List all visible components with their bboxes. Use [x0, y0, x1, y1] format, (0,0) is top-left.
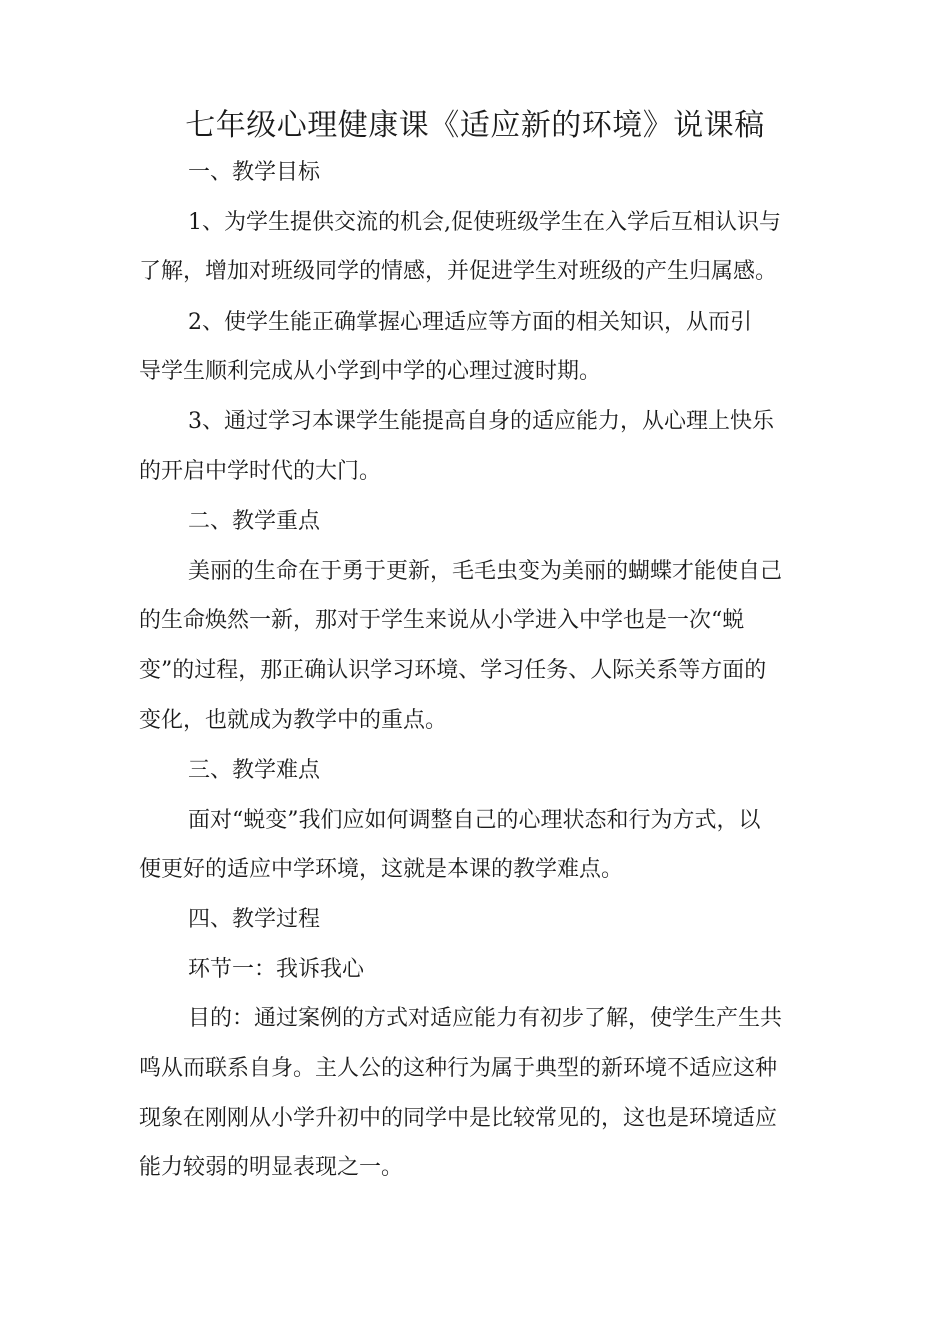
- paragraph-line: 变化，也就成为教学中的重点。: [139, 708, 448, 733]
- paragraph-line: 鸣从而联系自身。主人公的这种行为属于典型的新环境不适应这种: [139, 1056, 778, 1081]
- paragraph-line: 了解，增加对班级同学的情感，并促进学生对班级的产生归属感。: [139, 259, 778, 284]
- paragraph-line: 的开启中学时代的大门。: [139, 459, 382, 484]
- paragraph-line: 能力较弱的明显表现之一。: [139, 1155, 404, 1180]
- section-heading-process: 四、教学过程: [188, 907, 321, 932]
- paragraph-line: 的生命焕然一新，那对于学生来说从小学进入中学也是一次“蜕: [139, 608, 745, 633]
- subsection-heading: 环节一：我诉我心: [188, 957, 365, 982]
- paragraph-line: 便更好的适应中学环境，这就是本课的教学难点。: [139, 857, 624, 882]
- document-title: 七年级心理健康课《适应新的环境》说课稿: [185, 108, 765, 143]
- paragraph-line: 变”的过程，那正确认识学习环境、学习任务、人际关系等方面的: [139, 658, 767, 683]
- paragraph-line: 现象在刚刚从小学升初中的同学中是比较常见的，这也是环境适应: [139, 1106, 778, 1131]
- section-heading-objectives: 一、教学目标: [188, 160, 321, 185]
- paragraph-line: 1、为学生提供交流的机会,促使班级学生在入学后互相认识与: [188, 210, 781, 235]
- section-heading-key-points: 二、教学重点: [188, 509, 321, 534]
- paragraph-line: 3、通过学习本课学生能提高自身的适应能力，从心理上快乐: [188, 409, 774, 434]
- paragraph-line: 美丽的生命在于勇于更新，毛毛虫变为美丽的蝴蝶才能使自己: [188, 559, 783, 584]
- paragraph-line: 导学生顺利完成从小学到中学的心理过渡时期。: [139, 359, 602, 384]
- paragraph-line: 2、使学生能正确掌握心理适应等方面的相关知识，从而引: [188, 310, 752, 335]
- paragraph-line: 目的：通过案例的方式对适应能力有初步了解，使学生产生共: [188, 1006, 783, 1031]
- section-heading-difficulties: 三、教学难点: [188, 758, 321, 783]
- paragraph-line: 面对“蜕变”我们应如何调整自己的心理状态和行为方式，以: [188, 808, 761, 833]
